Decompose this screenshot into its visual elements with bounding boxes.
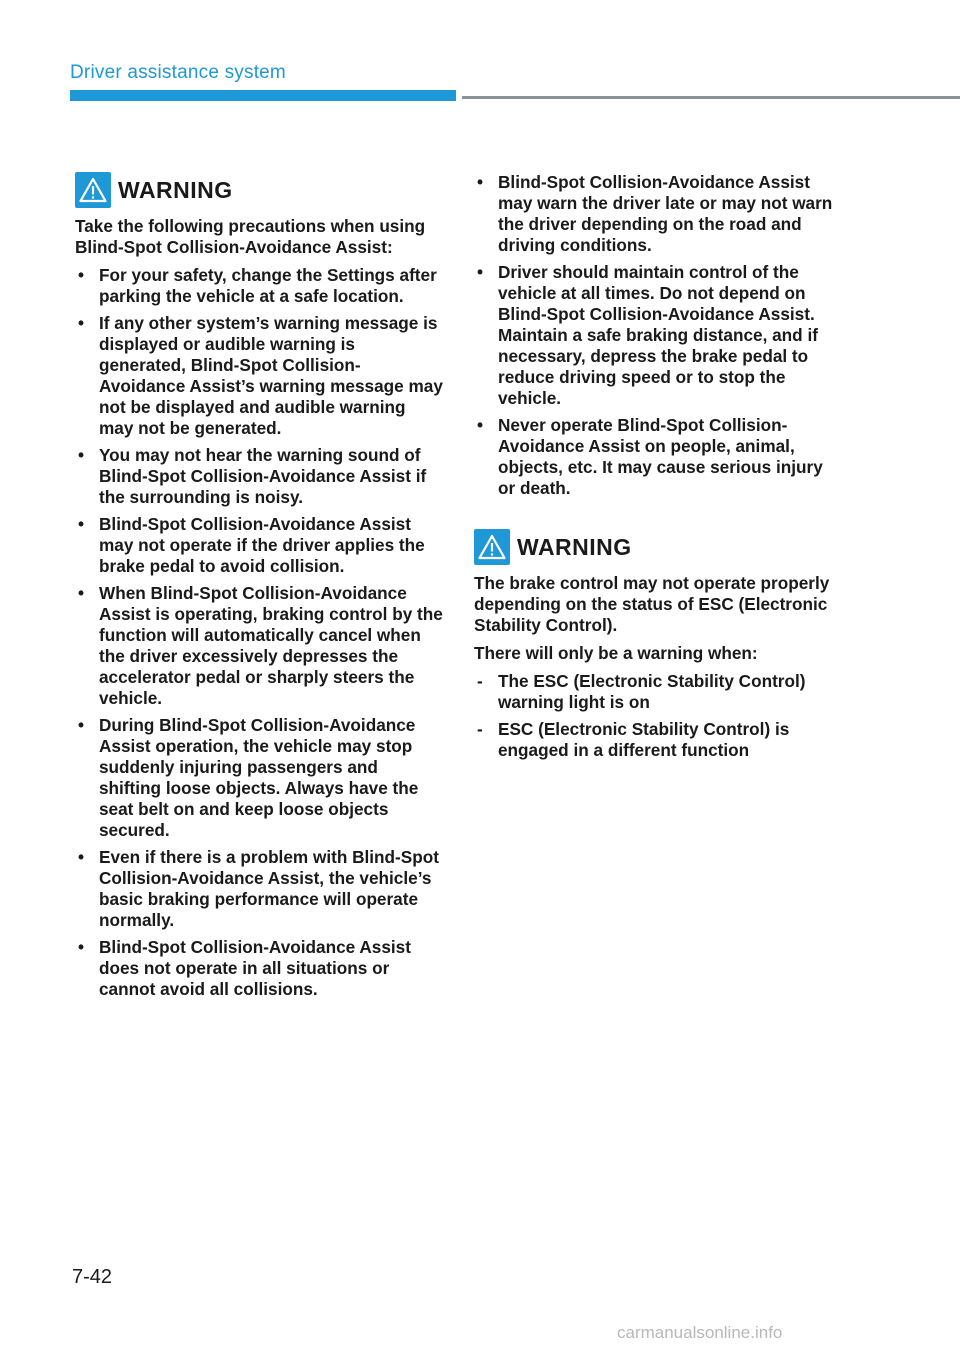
list-item [474, 719, 839, 761]
warning-triangle-icon [75, 172, 111, 208]
list-item-text: For your safety, change the Settings after parking the vehicle at a safe location. [99, 265, 437, 306]
list-item-text: Even if there is a problem with Blind-Spot Collision-Avoidance Assist, the vehicle’s basic braking performance will operate normally. [99, 847, 439, 930]
list-item [474, 262, 839, 409]
dash-marker: - [477, 719, 483, 739]
right-column [474, 172, 839, 767]
list-item [474, 671, 839, 713]
list-item-text: Blind-Spot Collision-Avoidance Assist may warn the driver late or may not warn the driver depending on the road and driving conditions. [498, 172, 833, 255]
warning-title: WARNING [517, 533, 632, 560]
bullet-marker: • [78, 514, 85, 534]
watermark: carmanualsonline.info [617, 1323, 783, 1342]
list-item-text: Blind-Spot Collision-Avoidance Assist does not operate in all situations or cannot avoid all collisions. [99, 937, 411, 999]
list-item-text: ESC (Electronic Stability Control) is engaged in a different function [498, 719, 790, 760]
list-item [75, 847, 443, 931]
warning-title: WARNING [118, 176, 233, 203]
warning-triangle-icon [474, 529, 510, 565]
list-item-text: You may not hear the warning sound of Blind-Spot Collision-Avoidance Assist if the surrounding is noisy. [99, 445, 427, 507]
bullet-marker: • [477, 172, 484, 192]
left-column [75, 172, 443, 1006]
list-item [75, 715, 443, 841]
list-item [75, 937, 443, 1000]
bullet-marker: • [78, 313, 85, 333]
bullet-marker: • [477, 415, 484, 435]
section-title: Driver assistance system [70, 62, 286, 83]
warning-intro: Take the following precautions when using Blind-Spot Collision-Avoidance Assist: [75, 216, 426, 257]
list-item [75, 583, 443, 709]
bullet-marker: • [78, 583, 85, 603]
list-item-text: During Blind-Spot Collision-Avoidance Assist operation, the vehicle may stop suddenly injuring passengers and shifting loose objects. Always have the seat belt on and keep loose objects secured. [99, 715, 419, 840]
page-number: 7-42 [72, 1266, 113, 1288]
header-rule-accent [70, 90, 456, 101]
list-item [474, 172, 839, 256]
bullet-marker: • [477, 262, 484, 282]
warning-paragraph: There will only be a warning when: [474, 643, 758, 663]
dash-marker: - [477, 671, 483, 691]
warning-heading [474, 529, 839, 565]
list-item-text: Never operate Blind-Spot Collision-Avoidance Assist on people, animal, objects, etc. It may cause serious injury or death. [498, 415, 823, 498]
list-item-text: Driver should maintain control of the vehicle at all times. Do not depend on Blind-Spot Collision-Avoidance Assist. Maintain a safe braking distance, and if necessary, depress the brake pedal to reduce driving speed or to stop the vehicle. [498, 262, 818, 408]
bullet-marker: • [78, 715, 85, 735]
list-item-text: Blind-Spot Collision-Avoidance Assist may not operate if the driver applies the brake pedal to avoid collision. [99, 514, 425, 576]
list-item-text: The ESC (Electronic Stability Control) warning light is on [498, 671, 806, 712]
bullet-marker: • [78, 847, 85, 867]
list-item [75, 313, 443, 439]
precaution-list [75, 265, 443, 1000]
list-item-text: When Blind-Spot Collision-Avoidance Assist is operating, braking control by the function will automatically cancel when the driver excessively depresses the accelerator pedal or sharply steers the vehicle. [99, 583, 443, 708]
list-item [75, 445, 443, 508]
condition-list [474, 671, 839, 761]
list-item [75, 265, 443, 307]
warning-paragraph: The brake control may not operate properly depending on the status of ESC (Electronic Stability Control). [474, 573, 830, 635]
precaution-list-continued [474, 172, 839, 499]
warning-heading [75, 172, 443, 208]
list-item [474, 415, 839, 499]
header-rule-grey [462, 96, 960, 99]
spacer [474, 505, 839, 529]
list-item-text: If any other system’s warning message is displayed or audible warning is generated, Blind-Spot Collision-Avoidance Assist’s warning message may not be displayed and audible warning may not be generated. [99, 313, 443, 438]
bullet-marker: • [78, 265, 85, 285]
list-item [75, 514, 443, 577]
bullet-marker: • [78, 937, 85, 957]
bullet-marker: • [78, 445, 85, 465]
